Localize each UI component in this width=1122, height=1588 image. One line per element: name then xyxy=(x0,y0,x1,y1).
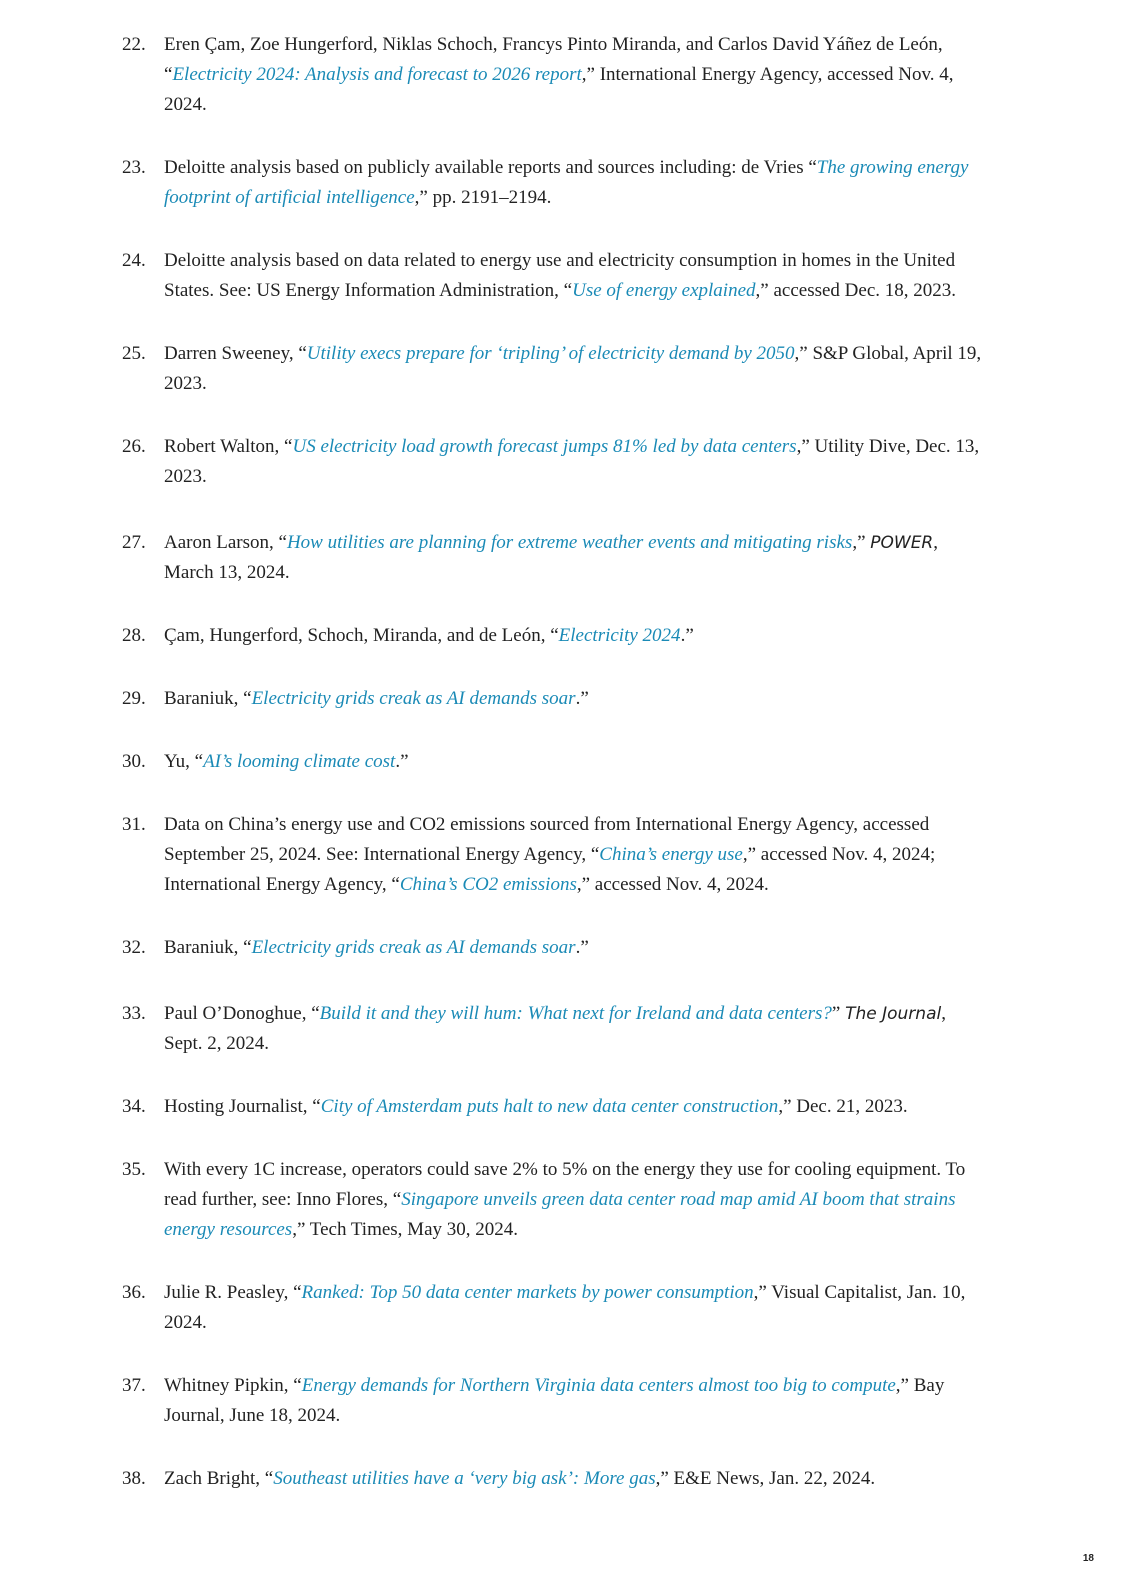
endnote-text: ,” E&E News, Jan. 22, 2024. xyxy=(655,1468,876,1489)
endnote-text: .” xyxy=(680,625,694,646)
endnote-link[interactable]: Singapore unveils green data center road map amid AI boom that strains energy resources xyxy=(164,1189,956,1240)
endnote-link[interactable]: Electricity 2024 xyxy=(558,625,681,646)
endnote-text: Julie R. Peasley, “ xyxy=(164,1282,302,1303)
endnote-number: 24. xyxy=(122,250,146,271)
endnote-36 xyxy=(122,1278,982,1338)
endnote-link[interactable]: Utility execs prepare for ‘tripling’ of electricity demand by 2050 xyxy=(306,343,795,364)
endnote-text: ,” Utility Dive, Dec. 13, 2023. xyxy=(164,436,980,487)
endnote-text: , Sept. 2, 2024. xyxy=(164,1003,946,1054)
endnote-text: ” xyxy=(831,1003,846,1024)
endnote-38 xyxy=(122,1464,982,1494)
endnote-text: ,” accessed Dec. 18, 2023. xyxy=(755,280,957,301)
endnote-28 xyxy=(122,621,982,651)
endnote-text: .” xyxy=(395,751,409,772)
endnote-text: , March 13, 2024. xyxy=(164,532,938,583)
endnote-text: ,” xyxy=(852,532,871,553)
endnote-text: Aaron Larson, “ xyxy=(164,532,287,553)
endnote-text: Deloitte analysis based on data related to energy use and electricity consumption in homes in the United States. See: US Energy Information Administration, “ xyxy=(164,250,956,301)
endnote-text: ,” pp. 2191–2194. xyxy=(414,187,552,208)
endnote-text: Robert Walton, “ xyxy=(164,436,293,457)
endnote-27 xyxy=(122,528,982,588)
endnote-text: Darren Sweeney, “ xyxy=(164,343,307,364)
endnote-24 xyxy=(122,246,982,306)
publication-name: The Journal xyxy=(845,1004,942,1024)
endnote-number: 36. xyxy=(122,1282,146,1303)
endnote-number: 32. xyxy=(122,937,146,958)
endnote-link[interactable]: Electricity grids creak as AI demands soar xyxy=(251,937,576,958)
endnote-37 xyxy=(122,1371,982,1431)
endnote-31 xyxy=(122,810,982,900)
endnote-text: ,” Visual Capitalist, Jan. 10, 2024. xyxy=(164,1282,966,1333)
endnote-link[interactable]: Build it and they will hum: What next for Ireland and data centers? xyxy=(319,1003,832,1024)
endnote-number: 22. xyxy=(122,34,146,55)
endnote-number: 30. xyxy=(122,751,146,772)
endnote-link[interactable]: Electricity 2024: Analysis and forecast to 2026 report xyxy=(172,64,582,85)
endnote-number: 35. xyxy=(122,1159,146,1180)
endnote-30 xyxy=(122,747,982,777)
endnote-34 xyxy=(122,1092,982,1122)
endnote-link[interactable]: How utilities are planning for extreme weather events and mitigating risks xyxy=(286,532,853,553)
endnote-text: Hosting Journalist, “ xyxy=(164,1096,321,1117)
endnote-text: ,” accessed Nov. 4, 2024. xyxy=(576,874,769,895)
endnote-text: Çam, Hungerford, Schoch, Miranda, and de León, “ xyxy=(164,625,559,646)
endnote-link[interactable]: City of Amsterdam puts halt to new data center construction xyxy=(320,1096,779,1117)
endnote-text: Yu, “ xyxy=(164,751,204,772)
endnote-text: ,” Dec. 21, 2023. xyxy=(778,1096,908,1117)
endnote-number: 28. xyxy=(122,625,146,646)
endnote-number: 25. xyxy=(122,343,146,364)
publication-name: POWER xyxy=(870,533,934,553)
endnotes-list xyxy=(122,30,982,1494)
endnote-23 xyxy=(122,153,982,213)
endnote-link[interactable]: China’s energy use xyxy=(599,844,743,865)
endnote-link[interactable]: Ranked: Top 50 data center markets by power consumption xyxy=(301,1282,754,1303)
endnote-22 xyxy=(122,30,982,120)
endnote-number: 38. xyxy=(122,1468,146,1489)
endnote-number: 26. xyxy=(122,436,146,457)
endnote-link[interactable]: US electricity load growth forecast jumps 81% led by data centers xyxy=(292,436,797,457)
endnote-number: 31. xyxy=(122,814,146,835)
endnote-number: 34. xyxy=(122,1096,146,1117)
endnote-32 xyxy=(122,933,982,963)
endnote-25 xyxy=(122,339,982,399)
endnote-text: Baraniuk, “ xyxy=(164,937,252,958)
endnote-text: ,” S&P Global, April 19, 2023. xyxy=(164,343,982,394)
endnote-text: Eren Çam, Zoe Hungerford, Niklas Schoch, Francys Pinto Miranda, and Carlos David Yáñez de León, “ xyxy=(164,34,943,85)
endnote-text: Deloitte analysis based on publicly available reports and sources including: de Vries “ xyxy=(164,157,817,178)
endnote-link[interactable]: Southeast utilities have a ‘very big ask’: More gas xyxy=(273,1468,656,1489)
endnote-text: ,” Tech Times, May 30, 2024. xyxy=(292,1219,519,1240)
endnote-26 xyxy=(122,432,982,492)
endnote-number: 33. xyxy=(122,1003,146,1024)
endnote-text: Paul O’Donoghue, “ xyxy=(164,1003,320,1024)
endnote-text: ,” accessed Nov. 4, 2024; International Energy Agency, “ xyxy=(164,844,936,895)
endnote-text: Whitney Pipkin, “ xyxy=(164,1375,302,1396)
endnote-link[interactable]: The growing energy footprint of artificial intelligence xyxy=(164,157,969,208)
endnote-link[interactable]: Electricity grids creak as AI demands soar xyxy=(251,688,576,709)
endnote-link[interactable]: Energy demands for Northern Virginia data centers almost too big to compute xyxy=(301,1375,896,1396)
page-number: 18 xyxy=(1082,1553,1094,1564)
endnote-link[interactable]: AI’s looming climate cost xyxy=(203,751,396,772)
endnote-text: Zach Bright, “ xyxy=(164,1468,274,1489)
endnote-text: Data on China’s energy use and CO2 emissions sourced from International Energy Agency, accessed September 25, 2024. See: International Energy Agency, “ xyxy=(164,814,930,865)
endnote-text: .” xyxy=(575,688,589,709)
endnote-text: Baraniuk, “ xyxy=(164,688,252,709)
endnote-35 xyxy=(122,1155,982,1245)
endnote-text: ,” International Energy Agency, accessed Nov. 4, 2024. xyxy=(164,64,954,115)
endnote-29 xyxy=(122,684,982,714)
endnote-link[interactable]: China’s CO2 emissions xyxy=(399,874,577,895)
endnote-text: .” xyxy=(575,937,589,958)
endnote-number: 29. xyxy=(122,688,146,709)
endnote-number: 37. xyxy=(122,1375,146,1396)
endnote-text: ,” Bay Journal, June 18, 2024. xyxy=(164,1375,945,1426)
endnote-link[interactable]: Use of energy explained xyxy=(572,280,756,301)
endnote-text: With every 1C increase, operators could save 2% to 5% on the energy they use for cooling equipment. To read further, see: Inno Flores, “ xyxy=(164,1159,966,1210)
endnote-number: 23. xyxy=(122,157,146,178)
endnote-33 xyxy=(122,999,982,1059)
endnote-number: 27. xyxy=(122,532,146,553)
